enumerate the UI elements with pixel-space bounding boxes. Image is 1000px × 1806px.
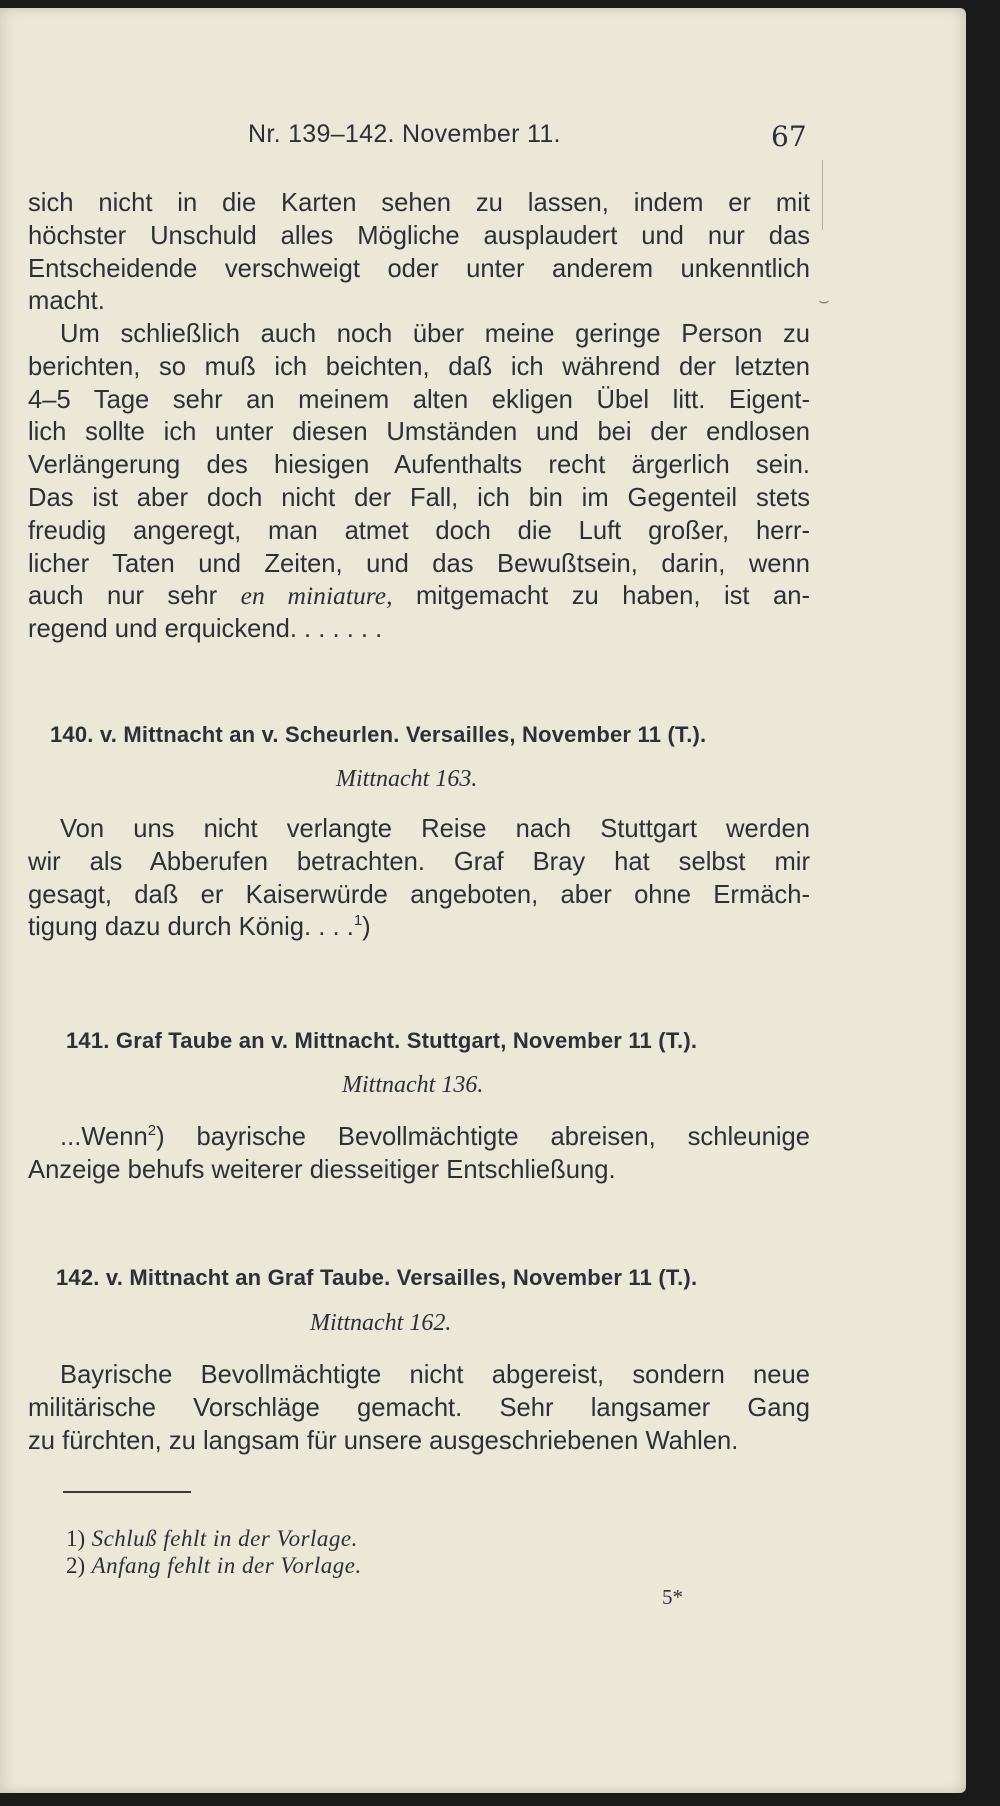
text-line [28,813,810,846]
text-line: höchster Unschuld alles Mögliche ausplaudert und nur das [28,221,810,250]
text-line: Entscheidende verschweigt oder unter anderem unkenntlich [28,254,810,283]
paragraph-continuation [28,187,810,318]
footnote-1 [66,1525,358,1552]
signature-mark: 5* [662,1585,683,1609]
text-line: militärische Vorschläge gemacht. Sehr langsamer Gang [28,1393,810,1422]
text-line: Verlängerung des hiesigen Aufenthalts recht ärgerlich sein. [28,451,810,480]
text-line [28,318,810,351]
text-line-content: Um schließlich auch noch über meine geringe Person zu [60,320,810,348]
text-line [28,1121,810,1154]
text-line: gesagt, daß er Kaiserwürde angeboten, aber ohne Ermäch- [28,880,810,909]
document-source-141: Mittnacht 136. [342,1072,484,1098]
footnote-number: 2) [66,1553,86,1578]
text-line-content: Von uns nicht verlangte Reise nach Stuttgart werden [60,815,810,843]
text-fragment: tigung dazu durch König. . . . [28,913,354,942]
text-line: wir als Abberufen betrachten. Graf Bray hat selbst mir [28,847,810,876]
document-text-140 [28,813,810,944]
document-heading-142: 142. v. Mittnacht an Graf Taube. Versailles, November 11 (T.). [56,1265,698,1290]
footnote-rule [63,1491,191,1493]
footnote-ref: 2 [147,1122,157,1139]
document-heading-140: 140. v. Mittnacht an v. Scheurlen. Versailles, November 11 (T.). [50,722,707,747]
text-line: berichten, so muß ich beichten, daß ich während der letzten [28,352,810,381]
italic-phrase: en miniature, [240,581,393,611]
text-fragment: ) bayrische Bevollmächtigte abreisen, schleunige [156,1123,810,1151]
footnote-text: Anfang fehlt in der Vorlage. [91,1553,362,1578]
text-line: freudig angeregt, man atmet doch die Luft großer, herr- [28,516,810,545]
text-line: 4–5 Tage sehr an meinem alten ekligen Übel litt. Eigent- [28,385,810,414]
footnote-number: 1) [66,1526,86,1551]
text-fragment: auch nur sehr [28,582,241,611]
footnote-2 [66,1552,362,1579]
text-line: sich nicht in die Karten sehen zu lassen, indem er mit [28,189,810,217]
page-number: 67 [771,120,807,153]
running-header: Nr. 139–142. November 11. [248,120,561,148]
text-line: licher Taten und Zeiten, und das Bewußtsein, darin, wenn [28,549,810,578]
document-source-140: Mittnacht 163. [336,766,478,792]
text-line: lich sollte ich unter diesen Umständen und bei der endlosen [28,418,810,447]
text-fragment: ...Wenn [60,1123,148,1151]
margin-dash-mark: ⌣ [818,290,830,310]
document-heading-141: 141. Graf Taube an v. Mittnacht. Stuttgart, November 11 (T.). [66,1028,698,1053]
document-source-142: Mittnacht 162. [310,1310,452,1336]
text-line: Das ist aber doch nicht der Fall, ich bin im Gegenteil stets [28,483,810,512]
footnote-ref: 1 [353,912,363,930]
text-line [28,1359,810,1392]
document-text-142 [28,1359,810,1457]
text-fragment: ) [362,913,371,942]
text-line: Anzeige behufs weiterer diesseitiger Entschließung. [28,1155,616,1184]
document-text-141 [28,1121,810,1187]
text-line: zu fürchten, zu langsam für unsere ausgeschriebenen Wahlen. [28,1426,739,1455]
text-line: regend und erquickend. . . . . . . [28,615,383,644]
text-line [28,580,810,613]
footnote-text: Schluß fehlt in der Vorlage. [91,1526,358,1551]
margin-crease [822,160,823,230]
text-line [28,911,810,944]
text-fragment: mitgemacht zu haben, ist an- [392,582,810,611]
text-line: macht. [28,287,105,316]
text-line-content: Bayrische Bevollmächtigte nicht abgereist, sondern neue [60,1361,810,1389]
paragraph-report [28,318,810,646]
